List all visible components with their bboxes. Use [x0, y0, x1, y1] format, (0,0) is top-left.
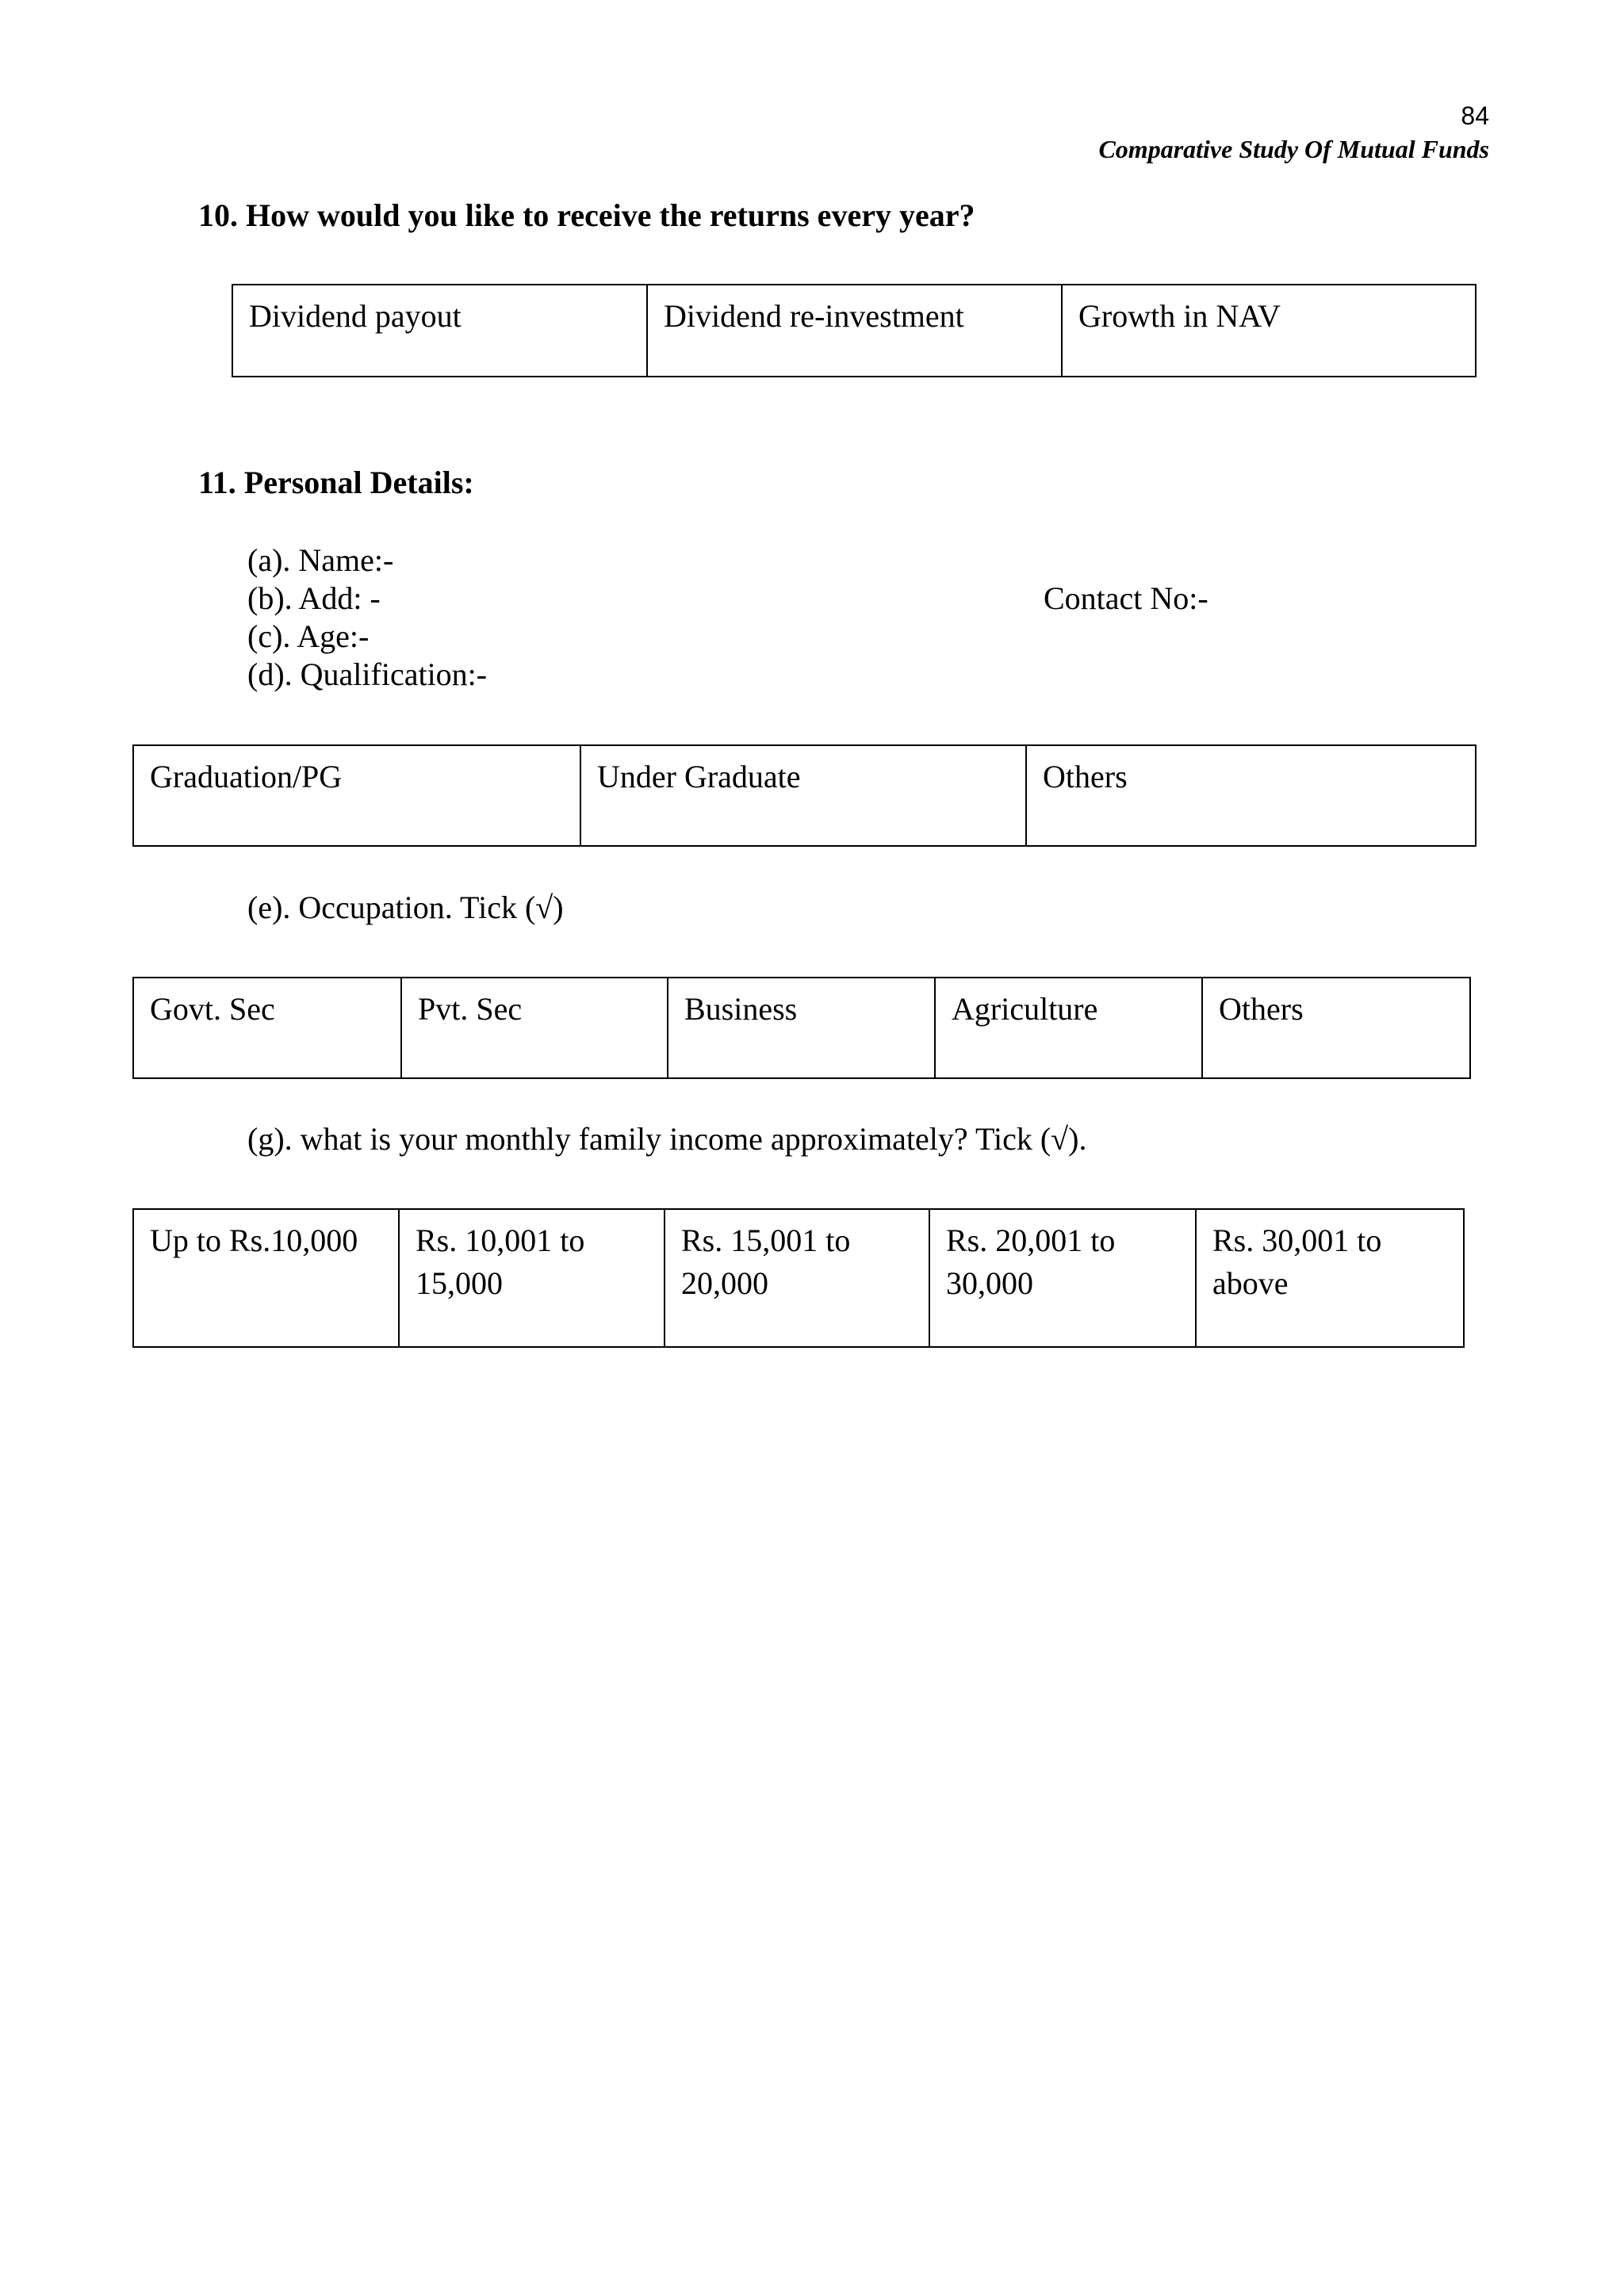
table-row	[133, 745, 1476, 846]
contact-label: Contact No:-	[1044, 580, 1208, 616]
table-row	[133, 1209, 1464, 1347]
option-govt-sec[interactable]: Govt. Sec	[133, 978, 401, 1078]
table-row	[232, 285, 1476, 377]
option-under-graduate[interactable]: Under Graduate	[580, 745, 1026, 846]
income-option-line1: Rs. 30,001 to	[1212, 1223, 1382, 1258]
option-income-10001-15000[interactable]	[399, 1209, 665, 1347]
income-option-line1: Rs. 20,001 to	[946, 1223, 1116, 1258]
option-income-15001-20000[interactable]	[665, 1209, 929, 1347]
option-graduation-pg[interactable]: Graduation/PG	[133, 745, 580, 846]
name-label: (a). Name:-	[247, 542, 394, 578]
page-number: 84	[1461, 101, 1489, 130]
option-occupation-others[interactable]: Others	[1202, 978, 1470, 1078]
question-10-title: 10. How would you like to receive the returns every year?	[198, 197, 975, 233]
option-income-30001-above[interactable]	[1196, 1209, 1464, 1347]
option-qualification-others[interactable]: Others	[1026, 745, 1476, 846]
age-label: (c). Age:-	[247, 618, 370, 654]
occupation-label: (e). Occupation. Tick (√)	[247, 890, 564, 925]
option-growth-in-nav[interactable]: Growth in NAV	[1062, 285, 1476, 377]
table-row	[133, 978, 1470, 1078]
income-option-line1: Rs. 10,001 to	[416, 1223, 585, 1258]
option-income-up-to-10000[interactable]	[133, 1209, 399, 1347]
question-11-title: 11. Personal Details:	[198, 465, 474, 500]
income-option-line1: Up to Rs.10,000	[150, 1223, 358, 1258]
income-option-line2: above	[1212, 1265, 1289, 1301]
income-options-table	[132, 1208, 1465, 1348]
income-option-line1: Rs. 15,001 to	[681, 1223, 851, 1258]
occupation-options-table	[132, 977, 1471, 1079]
option-income-20001-30000[interactable]	[929, 1209, 1196, 1347]
qualification-label: (d). Qualification:-	[247, 656, 488, 692]
income-option-line2: 20,000	[681, 1265, 768, 1301]
income-option-line2: 15,000	[416, 1265, 503, 1301]
income-option-line2: 30,000	[946, 1265, 1033, 1301]
option-agriculture[interactable]: Agriculture	[935, 978, 1202, 1078]
running-title: Comparative Study Of Mutual Funds	[1098, 135, 1489, 163]
option-pvt-sec[interactable]: Pvt. Sec	[401, 978, 668, 1078]
address-label: (b). Add: -	[247, 580, 381, 616]
income-label: (g). what is your monthly family income approximately? Tick (√).	[247, 1121, 1087, 1157]
option-dividend-payout[interactable]: Dividend payout	[232, 285, 647, 377]
returns-options-table	[232, 284, 1477, 377]
qualification-options-table	[132, 744, 1477, 847]
option-dividend-reinvestment[interactable]: Dividend re-investment	[647, 285, 1062, 377]
option-business[interactable]: Business	[668, 978, 935, 1078]
